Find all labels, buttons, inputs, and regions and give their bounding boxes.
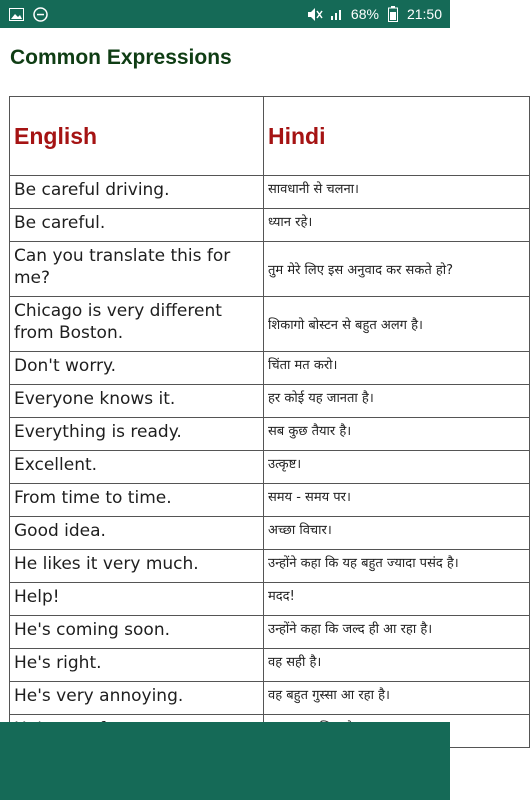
english-cell: He's coming soon. xyxy=(10,616,264,649)
status-bar xyxy=(0,0,450,28)
hindi-cell: उन्होंने कहा कि यह बहुत ज्यादा पसंद है। xyxy=(264,550,530,583)
table-row xyxy=(10,352,530,385)
table-row xyxy=(10,297,530,352)
english-cell: He's right. xyxy=(10,649,264,682)
table-row xyxy=(10,550,530,583)
english-cell: Be careful driving. xyxy=(10,176,264,209)
signal-icon xyxy=(329,6,345,22)
english-cell: He likes it very much. xyxy=(10,550,264,583)
table-row xyxy=(10,242,530,297)
page-title: Common Expressions xyxy=(10,46,232,69)
hindi-cell: हर कोई यह जानता है। xyxy=(264,385,530,418)
table-row xyxy=(10,682,530,715)
table-row xyxy=(10,418,530,451)
clock: 21:50 xyxy=(406,6,442,22)
table-row xyxy=(10,484,530,517)
english-cell: Everything is ready. xyxy=(10,418,264,451)
header-english: English xyxy=(10,97,264,176)
english-cell: He's very annoying. xyxy=(10,682,264,715)
minus-circle-icon xyxy=(32,6,48,22)
hindi-cell: समय - समय पर। xyxy=(264,484,530,517)
english-cell: Chicago is very different from Boston. xyxy=(10,297,264,352)
hindi-cell: चिंता मत करो। xyxy=(264,352,530,385)
table-row xyxy=(10,451,530,484)
battery-icon xyxy=(385,6,401,22)
hindi-cell: वह सही है। xyxy=(264,649,530,682)
battery-percent: 68% xyxy=(350,6,379,22)
hindi-cell: शिकागो बोस्टन से बहुत अलग है। xyxy=(264,297,530,352)
hindi-cell: सब कुछ तैयार है। xyxy=(264,418,530,451)
table-header-row xyxy=(10,97,530,176)
table-row xyxy=(10,176,530,209)
english-cell: Good idea. xyxy=(10,517,264,550)
english-cell: Be careful. xyxy=(10,209,264,242)
table-row xyxy=(10,209,530,242)
table-row xyxy=(10,583,530,616)
english-cell: Excellent. xyxy=(10,451,264,484)
hindi-cell: सावधानी से चलना। xyxy=(264,176,530,209)
hindi-cell: तुम मेरे लिए इस अनुवाद कर सकते हो? xyxy=(264,242,530,297)
table-row xyxy=(10,649,530,682)
english-cell: From time to time. xyxy=(10,484,264,517)
table-row xyxy=(10,517,530,550)
hindi-cell: अच्छा विचार। xyxy=(264,517,530,550)
hindi-cell: वह बहुत गुस्सा आ रहा है। xyxy=(264,682,530,715)
hindi-cell: मदद! xyxy=(264,583,530,616)
hindi-cell: उत्कृष्ट। xyxy=(264,451,530,484)
table-row xyxy=(10,616,530,649)
expressions-table xyxy=(9,96,530,748)
english-cell: Can you translate this for me? xyxy=(10,242,264,297)
english-cell: Help! xyxy=(10,583,264,616)
hindi-cell: ध्यान रहे। xyxy=(264,209,530,242)
expressions-table-container[interactable] xyxy=(9,96,459,722)
gallery-icon xyxy=(8,6,24,22)
english-cell: Everyone knows it. xyxy=(10,385,264,418)
hindi-cell: उन्होंने कहा कि जल्द ही आ रहा है। xyxy=(264,616,530,649)
english-cell: Don't worry. xyxy=(10,352,264,385)
table-row xyxy=(10,385,530,418)
header-hindi: Hindi xyxy=(264,97,530,176)
bottom-banner-area xyxy=(0,722,450,800)
mute-icon xyxy=(307,6,323,22)
